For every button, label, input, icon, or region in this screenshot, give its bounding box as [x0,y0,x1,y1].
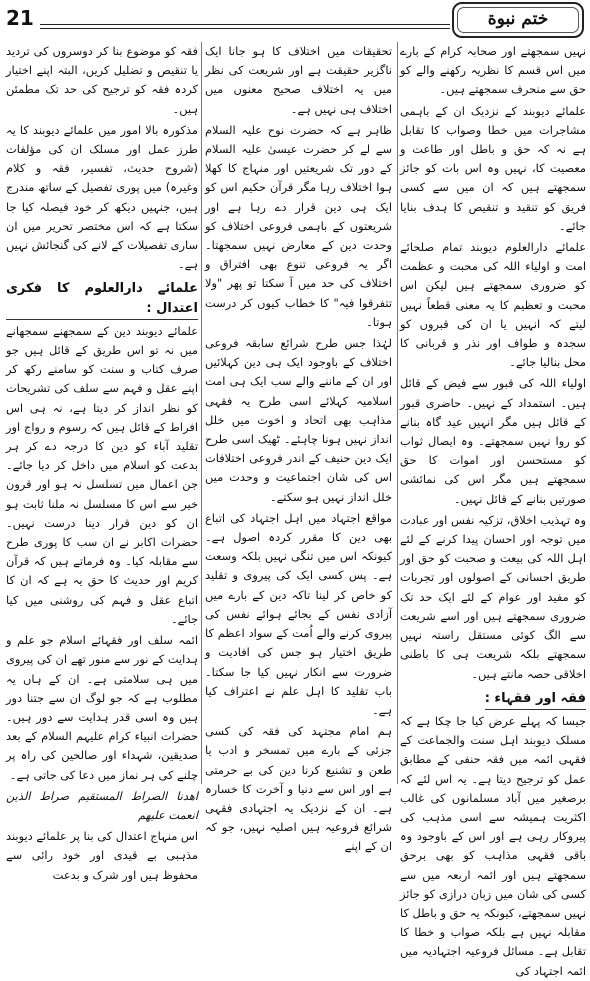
text-column-middle [205,42,392,854]
paragraph: لہٰذا جس طرح شرائع سابقہ فروعی اختلاف کے باوجود ایک ہی دین کہلائیں اور ان کے ماننے والے سب ایک ہی امت اسلامیہ کہلائے اسی طرح یہ فقہی مذاہب بھی اتحاد و اخوت میں خلل انداز نہیں ہونا چاہئے۔ ٹھیک اسی طرح ایک دین حنیف کے اندر فروعی اختلافات اس کی شان اجتماعیت و وحدت میں خلل انداز نہیں ہو سکتے۔ [205,336,392,504]
paragraph: ہم امام مجتہد کی فقہ کی کسی جزئی کے بارے میں تمسخر و ادب یا طعن و تشنیع کرنا دین کی بے حرمتی ہے اور اس سے دنیا و آخرت کا خسارہ ہے۔ ان کے نزدیک یہ اجتہادی فقہی شرائع فروعیہ ہیں اصلیہ نہیں، جو کہ ان کے اپنے [205,724,392,854]
paragraph: علمائے دیوبند کے نزدیک ان کے باہمی مشاجرات میں خطا وصواب کا تقابل ہے نہ کہ حق و باطل اور طاعت و معصیت کا، نہیں وہ اس بات کو جائز سمجھتے ہیں کہ ان میں سے کسی فریق کو تنقید و تنقیص کا ہدف بنایا جائے۔ [400,103,586,233]
column-divider [201,42,202,784]
text-column-right [400,42,586,978]
text-column-left [6,42,198,882]
paragraph: علمائے دیوبند دین کے سمجھنے سمجھانے میں نہ تو اس طریق کے قائل ہیں جو صرف کتاب و سنت کو سامنے رکھ کر اپنے عقل و فہم سے سلف کی تشریحات کو نظر انداز کر دیتا ہے، نہ ہی اس افراط کے قائل ہیں کہ رسوم و رواج اور تقلید آباء کو دین کا درجہ دے کر ہر بدعت کو اسلام میں داخل کر دیا جائے۔ جن اعمال میں تسلسل نہ ہو اور قرون خیر سے اس کا مسلسل نہ ملنا ثابت ہو ان کو دین قرار دینا درست نہیں۔ حضرات اکابر نے ان سب کا پوری طرح سے مقابلہ کیا۔ وہ فرماتے ہیں کہ قرآن کریم اور حدیث کا حق یہ ہے کہ ان کا اتباع عقل و فہم کی روشنی میں کیا جائے۔ [6,323,198,626]
page-header [0,0,590,40]
paragraph: مواقع اجتہاد میں اہل اجتہاد کی اتباع بھی دین کا مقرر کردہ اصول ہے۔ کیونکہ اس میں تنگی نہیں بلکہ وسعت ہے۔ پس کسی ایک کی پیروی و تقلید کو خاص کر لینا تاکہ دین کے بارے میں آزادی نفس کے بجائے ہوائے نفس کی پیروی کرنے والے اُمت کے سواد اعظم کا طریق اختیار ہو جس کی افادیت و ضرورت سے انکار نہیں کیا جا سکتا۔ باب تقلید کا اہل علم نے اعتراف کیا ہے۔ [205,510,392,717]
paragraph: اولیاء اللہ کی قبور سے فیض کے قائل ہیں۔ استمداد کے نہیں۔ حاضری قبور کے قائل ہیں مگر انہیں عید گاہ بنانے کو روا نہیں سمجھتے۔ وہ ایصال ثواب کو مستحسن اور اموات کا حق سمجھتے ہیں مگر اس کی نمائشی صورتیں بنانے کے قائل نہیں۔ [400,376,586,506]
paragraph: ظاہر ہے کہ حضرت نوح علیہ السلام سے لے کر حضرت عیسیٰ علیہ السلام کے دور تک شریعتیں اور منہاج کا کھلا ہوا اختلاف رہا مگر قرآن حکیم اس کو ایک ہی دین قرار دے رہا ہے اور شریعتوں کے باہمی فروعی اختلاف کو وحدت دین کے معارض نہیں سمجھتا۔ اگر یہ فروعی تنوع بھی افتراق و اختلاف کی حد میں آ سکتا تو پھر "ولا تتفرقوا فیہ" کا خطاب کیوں کر درست ہوتا۔ [205,122,392,329]
header-rule [40,24,450,29]
paragraph: تحقیقات میں اختلاف کا ہو جانا ایک ناگزیر حقیقت ہے اور شریعت کی نظر میں یہ اختلاف صحیح معنوں میں اختلاف ہی نہیں ہے۔ [205,44,392,116]
quranic-quote: اهدنا الصراط المستقيم صراط الذين انعمت عليهم [6,788,198,822]
paragraph: وہ تہذیب اخلاق، تزکیہ نفس اور عبادت میں توجہ اور احسان پیدا کرنے کے لئے اہل اللہ کی بیعت و صحبت کو حق اور طریق احسانی کے اصولوں اور تجربات کو مفید اور عوام کے لئے ایک حد تک ضروری سمجھتے ہیں اور اسے شریعت سے الگ کوئی مستقل راستہ نہیں سمجھتے بلکہ شریعت ہی کا باطنی اخلاقی حصہ مانتے ہیں۔ [400,512,586,681]
paragraph: نہیں سمجھتے اور صحابہ کرام کے بارے میں اس قسم کا نظریہ رکھنے والے کو حق سے منحرف سمجھتے ہیں۔ [400,44,586,97]
section-heading: فقہ اور فقہاء : [485,689,586,710]
section-heading: علمائے دارالعلوم کا فکری اعتدال : [6,279,198,319]
paragraph: ائمہ سلف اور فقہائے اسلام جو علم و ہدایت کے نور سے منور تھے ان کی پیروی میں ہی سلامتی ہے۔ ان کے ہاں یہ مطلوب ہے کہ جو لوگ ان سے جتنا دور ہیں وہ اسی قدر ہدایت سے دور ہیں۔ حضرات انبیاء کرام علیہم السلام کے بعد صدیقین، شہداء اور صالحین کی راہ پر چلنے کی ہر نماز میں دعا کی جاتی ہے۔ [6,633,198,782]
masthead-title: ختم نبوة [452,2,584,38]
column-divider [397,42,398,784]
paragraph: مذکورہ بالا امور میں علمائے دیوبند کا یہ طرز عمل اور مسلک ان کی مؤلفات (شروح حدیث، تفسیر، فقہ و کلام وغیرہ) میں پوری تفصیل کے ساتھ مندرج ہیں، جنہیں دیکھ کر خود فیصلہ کیا جا سکتا ہے کہ اس مختصر تحریر میں ان ساری تفصیلات کے لانے کی گنجائش نہیں ہے۔ [6,122,198,272]
paragraph: جیسا کہ پہلے عرض کیا جا چکا ہے کہ مسلک دیوبند اہل سنت والجماعت کے فقہی ائمہ میں فقہ حنفی کے مطابق عمل کو ترجیح دیتا ہے۔ یہ اس لئے کہ برصغیر میں آباد مسلمانوں کی غالب اکثریت ہمیشہ سے اسی مذہب کی پیروکار رہی ہے اور اس کے باوجود وہ باقی فقہی مذاہب کو بھی برحق سمجھتے ہیں اور ائمہ اربعہ میں سے کسی کی شان میں زبان درازی کو جائز نہیں سمجھتے، کیونکہ یہ حق و باطل کا مقابلہ نہیں ہے بلکہ صواب و خطا کا تقابل ہے۔ مسائل فروعیہ اجتہادیہ میں ائمہ اجتہاد کی [400,713,586,978]
paragraph: فقہ کو موضوع بنا کر دوسروں کی تردید یا تنقیص و تضلیل کریں، البتہ اپنے اختیار کردہ فقہ کو ترجیح کی حد تک مطمئن ہیں۔ [6,44,198,116]
paragraph: اس منہاج اعتدال کی بنا پر علمائے دیوبند مذہبی بے قیدی اور خود رائی سے محفوظ ہیں اور شرک و بدعت [6,829,198,882]
page-number: 21 [6,6,34,30]
paragraph: علمائے دارالعلوم دیوبند تمام صلحائے امت و اولیاء اللہ کی محبت و عظمت کو ضروری سمجھتے ہیں لیکن اس محبت و تعظیم کا یہ معنی قطعاً نہیں لیتے کہ انہیں یا ان کی قبروں کو سجدہ و طواف اور نذر و قربانی کا محل بنالیا جائے۔ [400,240,586,370]
